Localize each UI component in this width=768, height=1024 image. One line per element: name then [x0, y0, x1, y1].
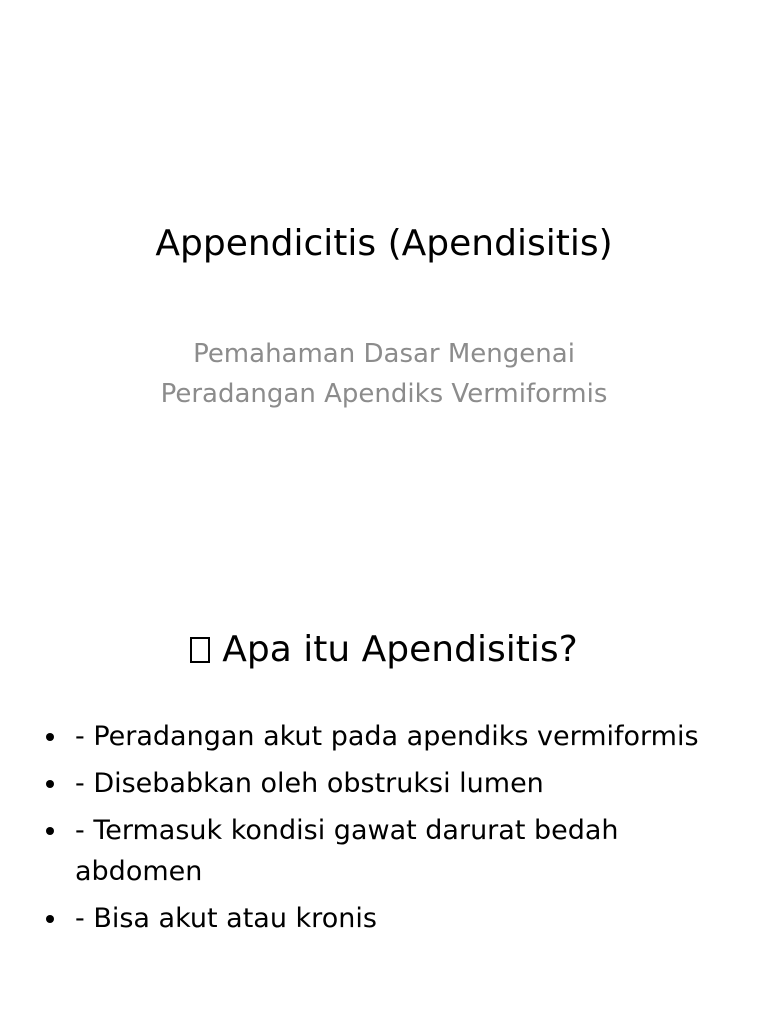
bullet-list: [40, 716, 740, 945]
bullet-dot-icon: [46, 780, 54, 788]
slide-subtitle: [0, 334, 768, 414]
list-item: [40, 763, 740, 804]
bullet-dot-icon: [46, 915, 54, 923]
missing-glyph-icon: [190, 637, 210, 663]
subtitle-line: Pemahaman Dasar Mengenai: [193, 339, 575, 369]
bullet-text: - Bisa akut atau kronis: [75, 903, 377, 934]
slide-2: [0, 512, 768, 1024]
list-item: [40, 716, 740, 757]
bullet-dot-icon: [46, 733, 54, 741]
bullet-dot-icon: [46, 827, 54, 835]
bullet-text: - Termasuk kondisi gawat darurat bedah abdomen: [75, 815, 619, 887]
list-item: [40, 898, 740, 939]
bullet-text: - Disebabkan oleh obstruksi lumen: [75, 768, 544, 799]
slide-title: Appendicitis (Apendisitis): [155, 223, 613, 264]
slide-heading: [0, 628, 768, 672]
subtitle-line: Peradangan Apendiks Vermiformis: [160, 379, 608, 409]
list-item: [40, 810, 740, 892]
bullet-text: - Peradangan akut pada apendiks vermiformis: [75, 721, 699, 752]
slide-heading-text: Apa itu Apendisitis?: [222, 629, 578, 670]
